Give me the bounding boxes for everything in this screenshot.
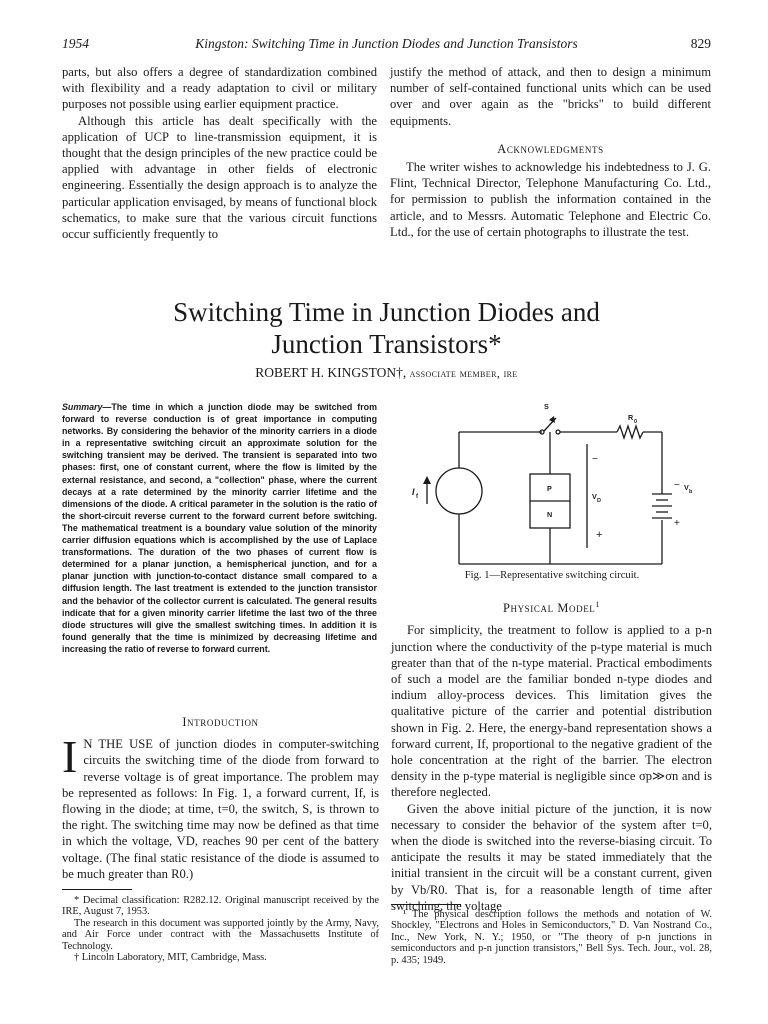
author-name: ROBERT H. KINGSTON†, — [255, 365, 407, 380]
running-header — [62, 36, 711, 54]
drop-cap: I — [62, 731, 78, 783]
footnote-rule — [62, 889, 132, 890]
label-vb: V — [684, 483, 689, 492]
prev-paragraph: justify the method of attack, and then to design a minimum number of self-contained functional units which can be used over and over again as the "bricks" to build different equipments. — [390, 65, 711, 128]
abstract-text: —The time in which a junction diode may be switched from forward to reverse conduction is of great importance in computing networks. By considering the behavior of the minority carriers in a diode in a representative switching circuit an approximate solution for the switching transient may be derived. The transient is separated into two phases: first, one of constant current, where the flow is limited by the external resistance, and second, a "collection" phase, where the current decays at a rate determined by the minority carrier lifetime and the dimensions of the diode. A critical parameter in the solution is the ratio of the short-circuit reverse current to the forward current before switching. The mathematical treatment is a boundary value solution of the minority carrier diffusion equations which is accomplished by the use of Laplace transformations. The duration of the two phases of current flow is determined for a planar junction, a hemispherical junction, and for a planar junction with junction-to-contact distance small compared to a diffusion length. The last treatment is extended to the junction transistor and the behavior of the collector current is calculated. The general results indicate that for a given minority carrier lifetime the last two of the three diode structures will give the smallest switching times. In addition it is found generally that the time is minimized by decreasing lifetime and increasing the ratio of reverse to forward current. — [62, 402, 377, 654]
footnote: † Lincoln Laboratory, MIT, Cambridge, Mass. — [74, 952, 267, 964]
label-if-sub: f — [416, 494, 418, 500]
label-n: N — [547, 510, 553, 519]
prev-paragraph: parts, but also offers a degree of standardization combined with flexibility and a ready adaptation to civil or military purposes not possible using earlier equipment practice. — [62, 65, 377, 112]
physical-model-heading-text: Physical Model — [502, 601, 596, 616]
header-page-number: 829 — [690, 36, 711, 51]
physical-model-heading — [391, 597, 712, 616]
label-vb-sub: b — [689, 489, 693, 495]
header-year: 1954 — [62, 36, 89, 51]
prev-paragraph: Although this article has dealt specifically with the application of UCP to line-transmission equipment, it is thought that the design principles of the new practice could be applied with advantage in other fields of electronic engineering. Essentially the design approach is to analyze the particular application envisaged, by means of functional block schematics, to make sure that the various circuit functions occur sufficiently frequently to — [62, 113, 377, 242]
abstract — [62, 401, 377, 655]
introduction-text: N THE USE of junction diodes in computer-switching circuits the switching time of the diode from forward to reverse voltage is of great importance. The problem may be represented as follows: In Fig. 1, a forward current, If, is flowing in the diode; at time, t=0, the switch, S, is thrown to the right. The switching time may now be defined as that time in which the voltage, VD, reaches 90 per cent of the battery voltage. (The final static resistance of the diode is assumed to be much greater than R0.) — [62, 737, 379, 881]
footnote: The research in this document was supported jointly by the Army, Navy, and Air Force under contract with the Massachusetts Institute of Technology. — [62, 917, 379, 952]
article-title — [62, 296, 711, 360]
footnotes-left — [62, 895, 379, 963]
introduction-heading: Introduction — [182, 715, 259, 729]
title-line: Junction Transistors* — [271, 329, 502, 359]
title-line: Switching Time in Junction Diodes and — [173, 297, 600, 327]
figure-1-switching-circuit — [392, 398, 712, 588]
footnote: * Decimal classification: R282.12. Original manuscript received by the IRE, August 7, 1953. — [62, 895, 379, 918]
label-r0-sub: 0 — [634, 419, 638, 425]
footnote-ref: 1 — [595, 600, 600, 609]
label-minus-right: − — [674, 480, 680, 491]
arrow-up-icon — [423, 476, 431, 484]
label-vd-sub: D — [597, 498, 601, 504]
label-p: P — [547, 484, 552, 493]
byline — [62, 365, 711, 381]
introduction-section — [62, 710, 379, 882]
footnote: ¹ The physical description follows the methods and notation of W. Shockley, "Electrons and Holes in Semiconductors," D. Van Nostrand Co., Inc., New York, N. Y.; 1950, or "The theory of p-n junctions in semiconductors and p-n junction transistors," Bell Sys. Tech. Jour., vol. 28, p. 435; 1949. — [391, 909, 712, 966]
prev-article-right-column — [390, 64, 711, 240]
label-s: S — [544, 402, 549, 411]
label-r0: R — [628, 413, 634, 422]
label-vd: V — [592, 492, 597, 501]
footnote-rule — [391, 904, 461, 905]
introduction-paragraph — [62, 731, 379, 882]
figure-caption: Fig. 1—Representative switching circuit. — [464, 570, 640, 581]
header-title: Kingston: Switching Time in Junction Diodes and Junction Transistors — [195, 36, 578, 51]
circuit-diagram — [392, 398, 712, 570]
physical-model-section — [391, 593, 712, 914]
author-affiliation: associate member, ire — [409, 366, 518, 380]
label-if: I — [412, 487, 415, 497]
prev-article-left-column — [62, 64, 377, 242]
abstract-lead: Summary — [62, 402, 103, 412]
physical-paragraph: Given the above initial picture of the junction, it is now necessary to consider the behavior of the system after t=0, when the diode is switched into the reverse-biasing circuit. To anticipate the results it may be stated immediately that the initial transient in the circuit will be a constant current, given by Vb/R0. That is, for a reasonable length of time after switching, the voltage — [391, 801, 712, 913]
acknowledgments-text: The writer wishes to acknowledge his indebtedness to J. G. Flint, Technical Director, Telephone Manufacturing Co. Ltd., for permission to publish the information contained in the article, and to Messrs. Automatic Telephone and Electric Co. Ltd., for the use of certain photographs to illustrate the test. — [390, 160, 711, 239]
footnote-right — [391, 909, 712, 966]
acknowledgments-heading: Acknowledgments — [497, 141, 604, 156]
label-plus-right: + — [674, 518, 680, 529]
physical-paragraph: For simplicity, the treatment to follow is applied to a p-n junction where the conductivity of the p-type material is much greater than that of the n-type material. Practical embodiments of such a model are the familiar bonded n-type diodes and indium alloy-process devices. This limitation gives the qualitative picture of the carrier and potential distribution shown in Fig. 2. Here, the energy-band representation shows a forward current, If, proportional to the negative gradient of the hole concentration at the right of the barrier. The electron density in the p-type material is negligible since σp≫σn and is therefore neglected. — [391, 623, 712, 800]
label-minus-top: − — [592, 454, 598, 465]
label-plus-bottom: + — [596, 529, 603, 541]
